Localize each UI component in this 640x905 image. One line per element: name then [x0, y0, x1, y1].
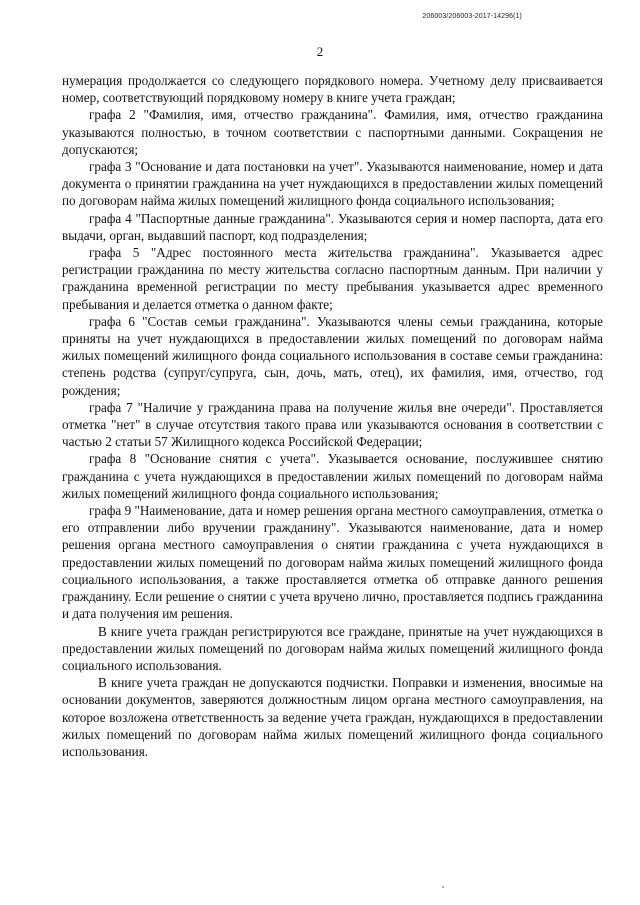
paragraph-column-2: графа 2 "Фамилия, имя, отчество гражданина". Фамилия, имя, отчество гражданина указываются полностью, в точном соответствии с паспортными данными. Сокращения не допускаются;: [62, 107, 603, 157]
paragraph-column-9: графа 9 "Наименование, дата и номер решения органа местного самоуправления, отметка о его отправлении либо вручении гражданину". Указываются наименование, дата и номер решения органа местного самоуправления о снятии гражданина с учета нуждающихся в предоставлении жилых помещений по договорам найма жилых помещений жилищного фонда социального использования, а также проставляется отметка об отправке данного решения гражданину. Если решение о снятии с учета вручено лично, проставляется подпись гражданина и дата получения им решения.: [62, 503, 603, 622]
paragraph-registration-rule: В книге учета граждан регистрируются все граждане, принятые на учет нуждающихся в предоставлении жилых помещений по договорам найма жилых помещений жилищного фонда социального использования.: [62, 623, 603, 673]
paragraph-column-3: графа 3 "Основание и дата постановки на учет". Указываются наименование, номер и дата документа о принятии гражданина на учет нуждающихся в предоставлении жилых помещений по договорам найма жилых помещений жилищного фонда социального использования;: [62, 159, 603, 209]
paragraph-column-8: графа 8 "Основание снятия с учета". Указывается основание, послужившее снятию гражданина с учета нуждающихся в предоставлении жилых помещений по договорам найма жилых помещений жилищного фонда социального использования;: [62, 451, 603, 501]
paragraph-continuation: нумерация продолжается со следующего порядкового номера. Учетному делу присваивается номер, соответствующий порядковому номеру в книге учета граждан;: [62, 73, 603, 106]
document-body: [62, 72, 603, 760]
paragraph-column-4: графа 4 "Паспортные данные гражданина". Указываются серия и номер паспорта, дата его выдачи, орган, выдавший паспорт, код подразделения;: [62, 210, 603, 243]
paragraph-column-6: графа 6 "Состав семьи гражданина". Указываются члены семьи гражданина, которые приняты на учет нуждающихся в предоставлении жилых помещений по договорам найма жилых помещений жилищного фонда социального использования в составе семьи гражданина: степень родства (супруг/супруга, сын, дочь, мать, отец), их фамилия, имя, отчество, год рождения;: [62, 313, 603, 398]
scan-artifact-dot: [442, 886, 444, 888]
document-registration-number: 206003/206003-2017-14296(1): [422, 13, 522, 20]
paragraph-corrections-rule: В книге учета граждан не допускаются подчистки. Поправки и изменения, вносимые на основании документов, заверяются должностным лицом органа местного самоуправления, на которое возложена ответственность за ведение учета граждан, нуждающихся в предоставлении жилых помещений по договорам найма жилых помещений жилищного фонда социального использования.: [62, 675, 603, 759]
page-number: 2: [316, 44, 324, 59]
paragraph-column-7: графа 7 "Наличие у гражданина права на получение жилья вне очереди". Проставляется отметка "нет" в случае отсутствия такого права или указываются основания в соответствии с частью 2 статьи 57 Жилищного кодекса Российской Федерации;: [62, 399, 603, 450]
paragraph-column-5: графа 5 "Адрес постоянного места жительства гражданина". Указывается адрес регистрации гражданина по месту жительства согласно паспортным данным. При наличии у гражданина временной регистрации по месту пребывания указывается адрес временного пребывания и делается отметка о данном факте;: [62, 245, 603, 312]
